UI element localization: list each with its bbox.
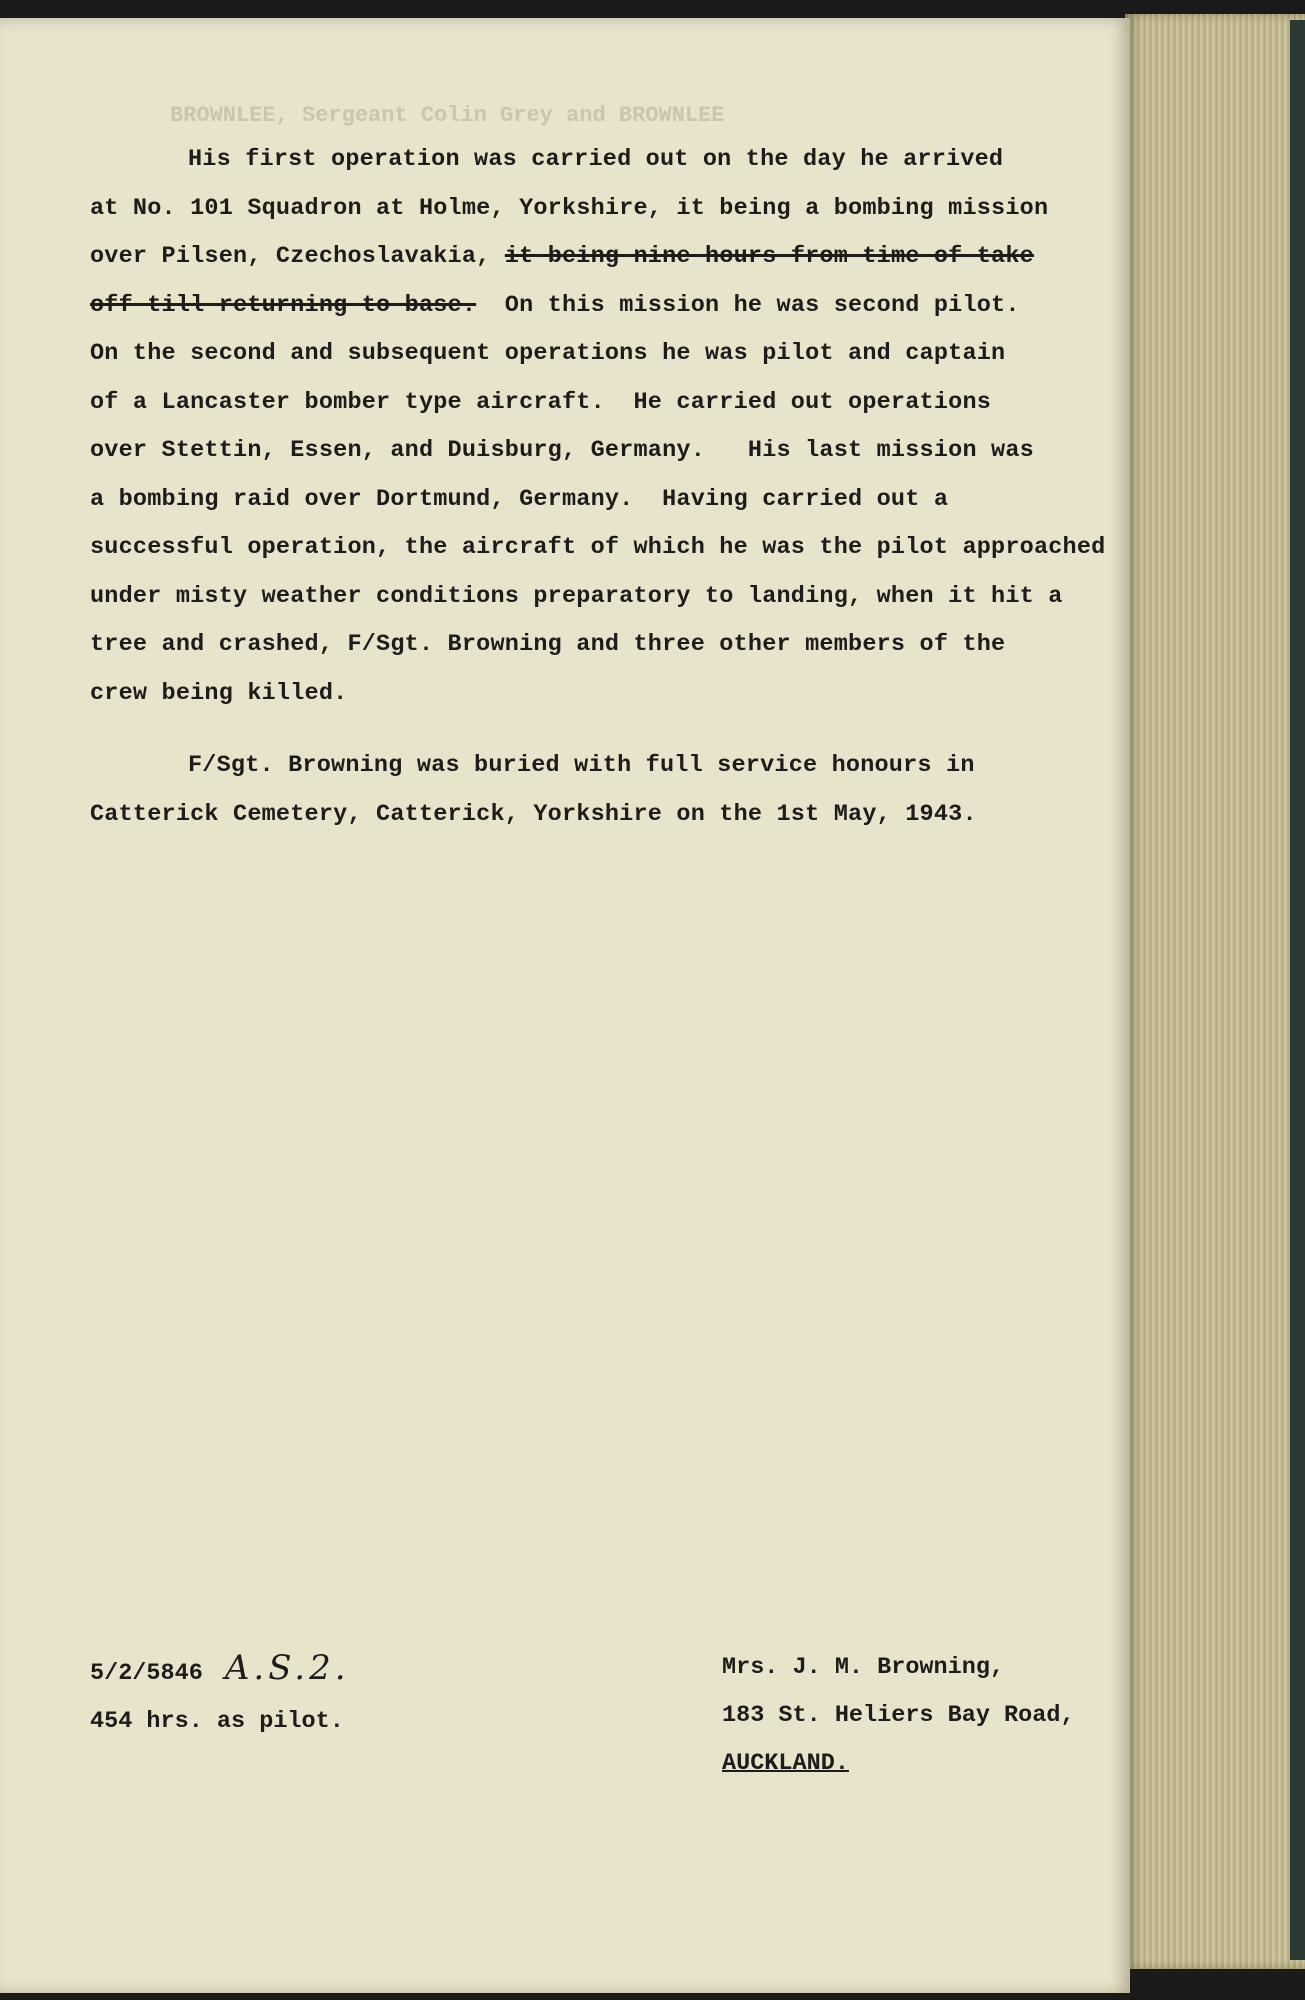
text-line: of a Lancaster bomber type aircraft. He carried out operations xyxy=(90,388,992,416)
text-line: Catterick Cemetery, Catterick, Yorkshire on the 1st May, 1943. xyxy=(90,800,977,828)
text-line: F/Sgt. Browning was buried with full service honours in xyxy=(188,752,975,779)
text-line: tree and crashed, F/Sgt. Browning and three other members of the xyxy=(90,631,1006,658)
paragraph-gap xyxy=(90,718,1130,742)
bleed-through-heading: BROWNLEE, Sergeant Colin Grey and BROWNLEE xyxy=(170,103,725,128)
addressee-name: Mrs. J. M. Browning, xyxy=(722,1654,1005,1681)
text-line: a bombing raid over Dortmund, Germany. Having carried out a xyxy=(90,485,949,513)
address-street: 183 St. Heliers Bay Road, xyxy=(722,1702,1075,1729)
text-line: over Stettin, Essen, and Duisburg, Germany. His last mission was xyxy=(90,437,1034,464)
body-text xyxy=(90,136,1130,839)
book-spine xyxy=(1290,20,1305,1960)
text-line: crew being killed. xyxy=(90,679,348,707)
file-reference xyxy=(90,1644,350,1698)
text-segment: On this mission he was second pilot. xyxy=(504,291,1020,319)
text-line xyxy=(90,282,1130,331)
text-line: under misty weather conditions preparatory to landing, when it hit a xyxy=(90,582,1063,610)
file-number: 5/2/5846 xyxy=(90,1660,203,1687)
text-line xyxy=(90,233,1130,282)
flying-hours: 454 hrs. as pilot. xyxy=(90,1708,344,1735)
text-segment: over Pilsen, Czechoslavakia, xyxy=(90,243,491,270)
text-line: successful operation, the aircraft of which he was the pilot approached xyxy=(90,534,1106,561)
text-line: His first operation was carried out on the day he arrived xyxy=(188,146,1004,173)
text-line: at No. 101 Squadron at Holme, Yorkshire, it being a bombing mission xyxy=(90,194,1049,222)
address-city: AUCKLAND. xyxy=(722,1750,849,1777)
struck-text: off till returning to base. xyxy=(90,291,477,319)
address-block xyxy=(722,1644,1075,1788)
reference-block xyxy=(90,1644,350,1746)
handwritten-annotation: A.S.2. xyxy=(224,1648,350,1688)
text-line: On the second and subsequent operations he was pilot and captain xyxy=(90,340,1006,367)
book-page-edges xyxy=(1125,14,1305,1969)
struck-text: it being nine hours from time of take xyxy=(504,243,1034,270)
